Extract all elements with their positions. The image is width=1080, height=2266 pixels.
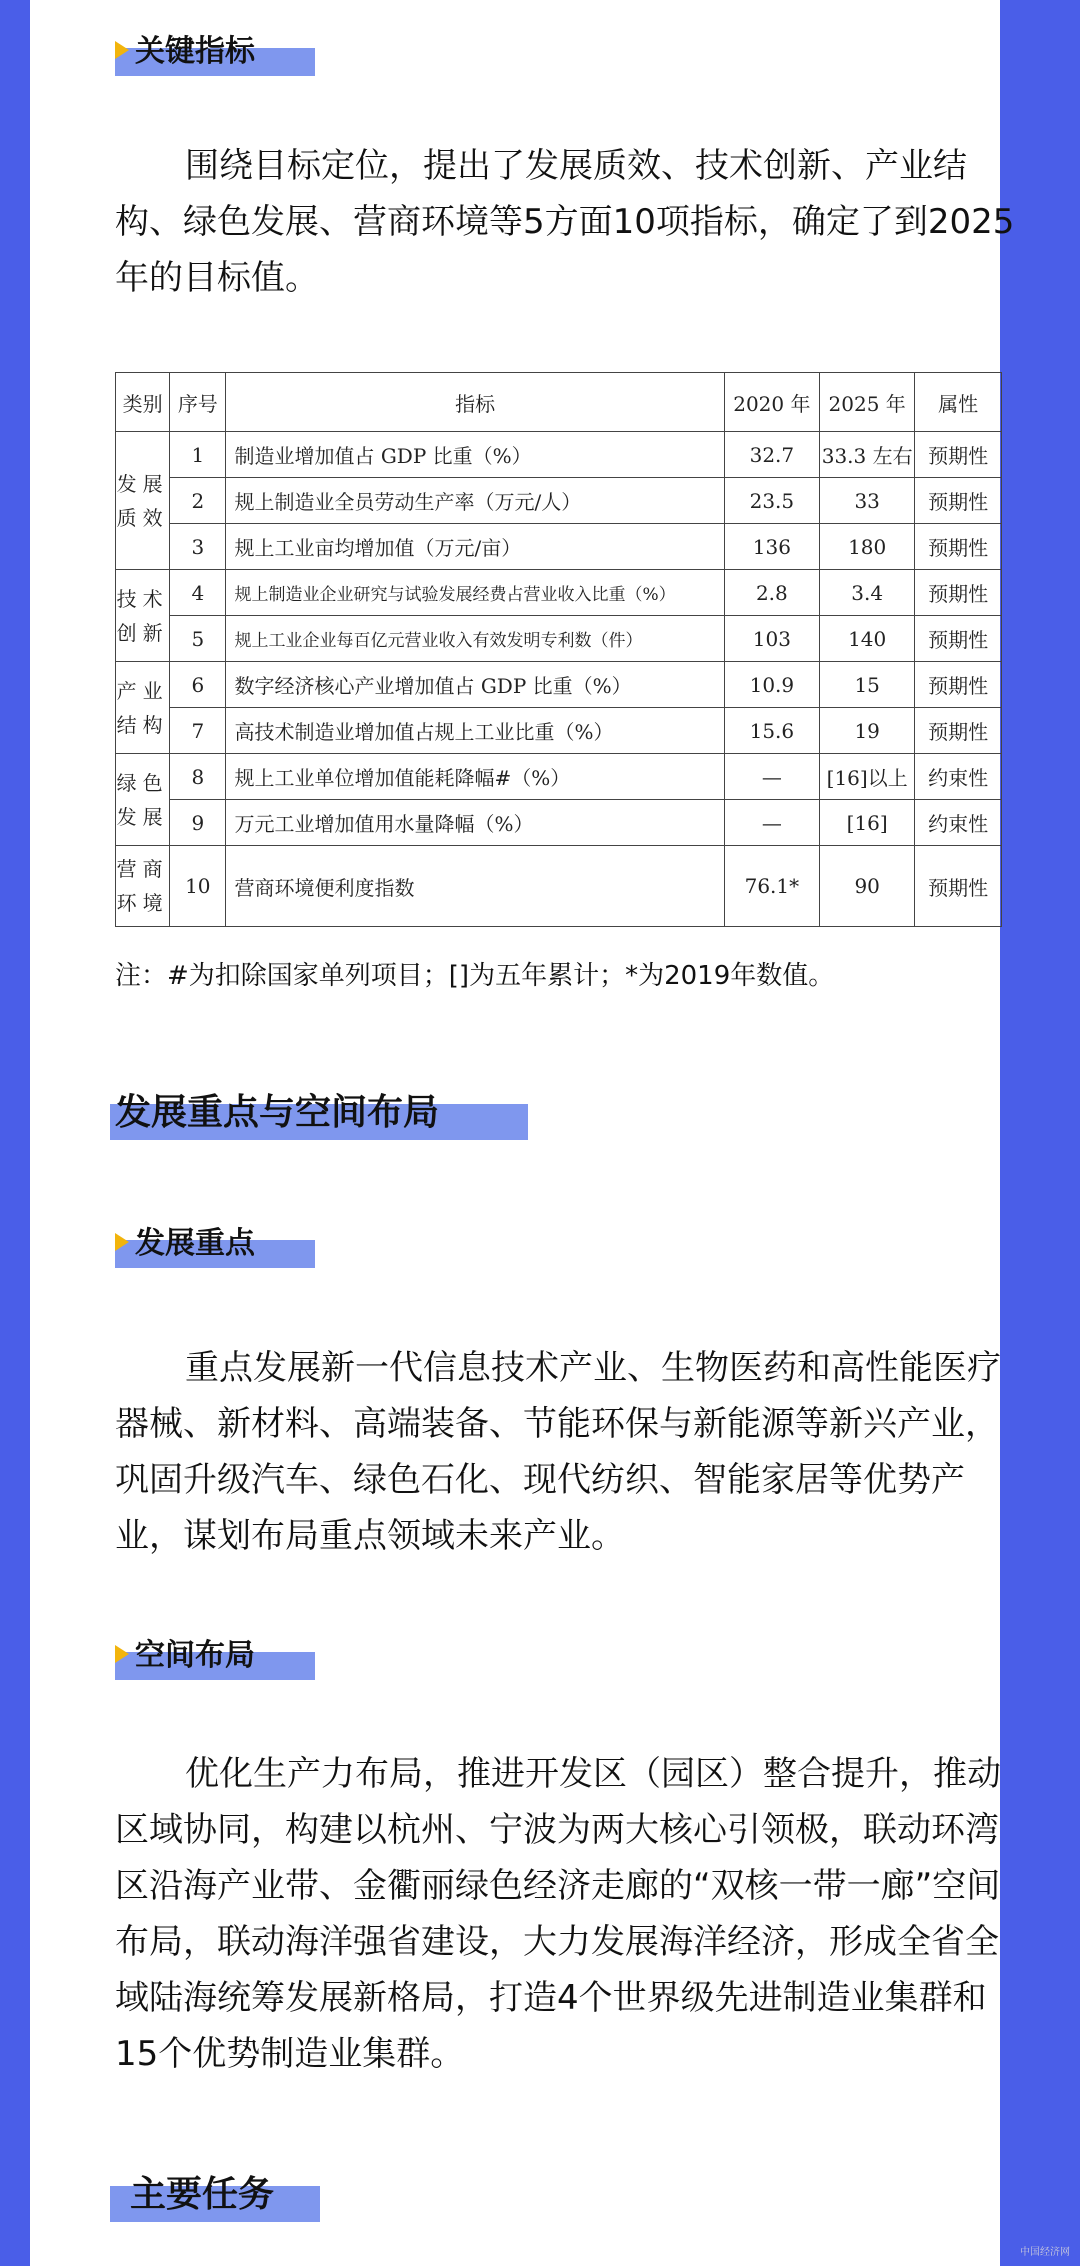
watermark: 中国经济网	[1020, 2247, 1070, 2258]
indicator-name: 数字经济核心产业增加值占 GDP 比重（%）	[226, 662, 724, 708]
triangle-icon	[115, 41, 129, 59]
row-number: 6	[170, 662, 226, 708]
row-number: 4	[170, 570, 226, 616]
value-2025: 33	[820, 478, 915, 524]
value-2025: 15	[820, 662, 915, 708]
header-cell: 属性	[915, 373, 1002, 432]
spatial-text: 优化生产力布局，推进开发区（园区）整合提升，推动区域协同，构建以杭州、宁波为两大核心引领极，联动环湾区沿海产业带、金衢丽绿色经济走廊的“双核一带一廊”空间布局，联动海洋强省建设，大力发展海洋经济，形成全省全域陆海统筹发展新格局，打造4个世界级先进制造业集群和15个优势制造业集群。	[115, 1754, 1001, 2074]
value-2020: 32.7	[724, 432, 819, 478]
row-number: 7	[170, 708, 226, 754]
attribute: 预期性	[915, 846, 1002, 927]
table-row	[116, 754, 1002, 800]
value-2025: 180	[820, 524, 915, 570]
table-row	[116, 478, 1002, 524]
value-2025: 33.3 左右	[820, 432, 915, 478]
indicator-name: 规上工业企业每百亿元营业收入有效发明专利数（件）	[226, 616, 724, 662]
value-2020: 23.5	[724, 478, 819, 524]
triangle-icon	[115, 1645, 129, 1663]
key-indicators-tag	[115, 34, 315, 76]
table-note: 注：#为扣除国家单列项目；[]为五年累计；*为2019年数值。	[115, 961, 835, 991]
value-2025: 90	[820, 846, 915, 927]
value-2020: 76.1*	[724, 846, 819, 927]
triangle-icon	[115, 1233, 129, 1251]
attribute: 预期性	[915, 662, 1002, 708]
value-2025: 140	[820, 616, 915, 662]
table-row	[116, 570, 1002, 616]
spatial-tag	[115, 1638, 315, 1680]
row-number: 3	[170, 524, 226, 570]
table-row	[116, 432, 1002, 478]
value-2020: —	[724, 754, 819, 800]
row-number: 5	[170, 616, 226, 662]
row-number: 10	[170, 846, 226, 927]
indicator-table	[115, 372, 1002, 927]
table-row	[116, 800, 1002, 846]
header-cell: 类别	[116, 373, 170, 432]
value-2020: —	[724, 800, 819, 846]
value-2025: [16]	[820, 800, 915, 846]
value-2025: 3.4	[820, 570, 915, 616]
value-2020: 2.8	[724, 570, 819, 616]
header-cell: 指标	[226, 373, 724, 432]
row-number: 2	[170, 478, 226, 524]
category-cell: 发展质效	[116, 432, 170, 570]
header-cell: 2025 年	[820, 373, 915, 432]
attribute: 约束性	[915, 800, 1002, 846]
table-header-row	[116, 373, 1002, 432]
attribute: 预期性	[915, 708, 1002, 754]
attribute: 约束性	[915, 754, 1002, 800]
article-page	[30, 0, 1015, 2266]
indicator-name: 规上工业亩均增加值（万元/亩）	[226, 524, 724, 570]
value-2020: 15.6	[724, 708, 819, 754]
focus-tag	[115, 1226, 315, 1268]
header-cell: 2020 年	[724, 373, 819, 432]
attribute: 预期性	[915, 570, 1002, 616]
row-number: 9	[170, 800, 226, 846]
row-number: 8	[170, 754, 226, 800]
attribute: 预期性	[915, 432, 1002, 478]
row-number: 1	[170, 432, 226, 478]
value-2020: 10.9	[724, 662, 819, 708]
indicator-name: 规上工业单位增加值能耗降幅#（%）	[226, 754, 724, 800]
indicator-name: 营商环境便利度指数	[226, 846, 724, 927]
attribute: 预期性	[915, 524, 1002, 570]
layout-section-bar	[110, 1092, 528, 1140]
indicator-name: 高技术制造业增加值占规上工业比重（%）	[226, 708, 724, 754]
value-2020: 103	[724, 616, 819, 662]
table-row	[116, 662, 1002, 708]
table-row	[116, 846, 1002, 927]
table-row	[116, 708, 1002, 754]
indicator-name: 规上制造业企业研究与试验发展经费占营业收入比重（%）	[226, 570, 724, 616]
category-cell: 营商环境	[116, 846, 170, 927]
attribute: 预期性	[915, 478, 1002, 524]
value-2025: [16]以上	[820, 754, 915, 800]
value-2020: 136	[724, 524, 819, 570]
category-cell: 产业结构	[116, 662, 170, 754]
focus-text: 重点发展新一代信息技术产业、生物医药和高性能医疗器械、新材料、高端装备、节能环保与新能源等新兴产业，巩固升级汽车、绿色石化、现代纺织、智能家居等优势产业，谋划布局重点领域未来产业。	[115, 1348, 1001, 1556]
category-cell: 绿色发展	[116, 754, 170, 846]
table-row	[116, 616, 1002, 662]
spatial-label: 空间布局	[135, 1638, 255, 1673]
header-cell: 序号	[170, 373, 226, 432]
tasks-section-title: 主要任务	[130, 2174, 275, 2215]
focus-label: 发展重点	[135, 1226, 255, 1261]
tasks-section-bar	[110, 2174, 320, 2222]
key-indicators-label: 关键指标	[135, 34, 255, 69]
category-cell: 技术创新	[116, 570, 170, 662]
attribute: 预期性	[915, 616, 1002, 662]
value-2025: 19	[820, 708, 915, 754]
indicator-name: 万元工业增加值用水量降幅（%）	[226, 800, 724, 846]
indicator-name: 制造业增加值占 GDP 比重（%）	[226, 432, 724, 478]
table-row	[116, 524, 1002, 570]
layout-section-title: 发展重点与空间布局	[115, 1092, 440, 1133]
key-indicators-text: 围绕目标定位，提出了发展质效、技术创新、产业结构、绿色发展、营商环境等5方面10项指标，确定了到2025年的目标值。	[115, 146, 1015, 298]
indicator-name: 规上制造业全员劳动生产率（万元/人）	[226, 478, 724, 524]
